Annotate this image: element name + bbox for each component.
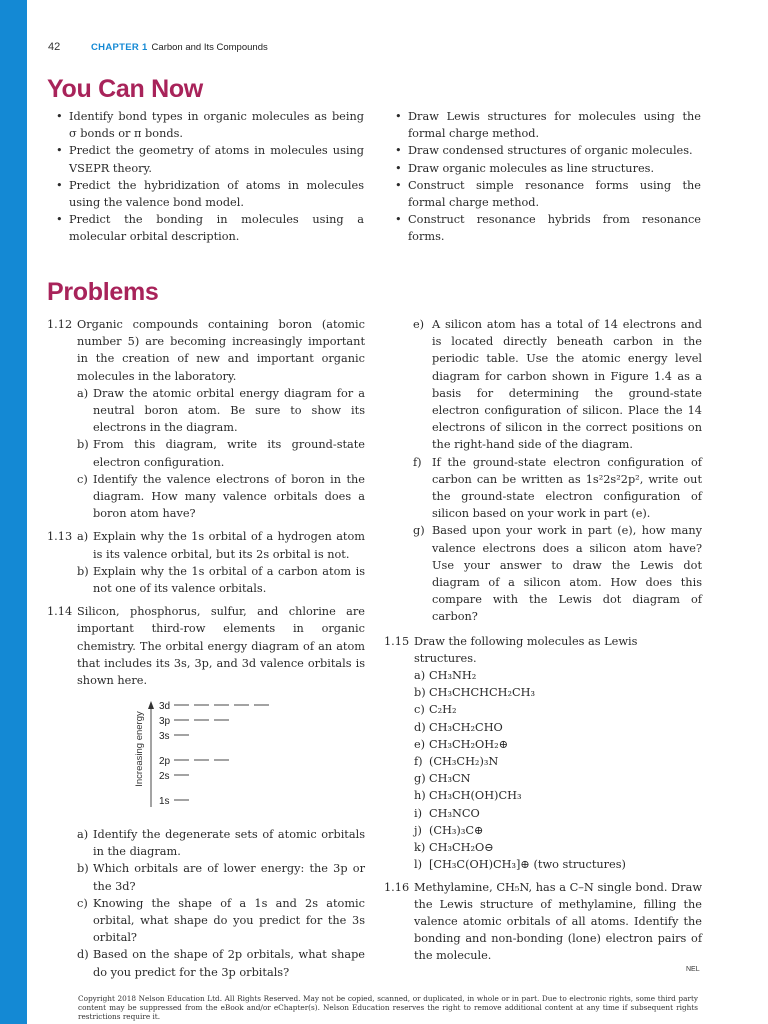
problem-stem: Draw the following molecules as Lewis structures. [414,634,638,665]
problem-number: 1.16 [384,880,410,894]
molecule-formula: (CH₃)₃C⊕ [429,823,484,837]
item-label: b) [414,686,426,700]
item-label: d) [414,720,426,734]
part-label: a) [77,828,89,841]
part-text: From this diagram, write its ground-state electron configuration. [93,438,365,469]
molecule-formula: CH₃NH₂ [429,669,477,683]
part-label: g) [413,524,425,538]
part-text: Explain why the 1s orbital of a hydrogen atom is its valence orbital, but its 2s orbital is not. [93,530,365,561]
orbital-energy-diagram [134,695,294,815]
item-label: i) [414,806,423,820]
molecule-formula: CH₃CH(OH)CH₃ [429,789,522,803]
skill-item: • Construct resonance hybrids from resonance forms. [395,211,701,245]
molecule-formula: CH₃NCO [429,806,480,820]
part-text: Draw the atomic orbital energy diagram for a neutral boron atom. Be sure to show its electrons in the diagram. [93,386,365,435]
energy-axis-arrow [148,701,154,709]
item-label: e) [414,737,426,751]
you-can-now-heading: You Can Now [47,75,203,103]
problem-1-13 [47,528,365,597]
part-text: If the ground-state electron configuration of carbon can be written as 1s²2s²2p², write out the ground-state electron configuration of silicon based on your work in part (e). [432,455,702,521]
chapter-header [91,42,268,53]
part-label: a) [77,386,89,400]
part-text: Which orbitals are of lower energy: the 3p or the 3d? [93,862,365,893]
problem-1-14 [47,603,365,689]
problem-text: Methylamine, CH₅N, has a C–N single bond. Draw the Lewis structure of methylamine, filling the valence atomic orbitals of all atoms. Identify the bonding and non-bonding (lone) electron pairs of the molecule. [414,880,702,963]
skills-left-column [56,108,364,246]
problems-heading: Problems [47,278,159,306]
part-text: Explain why the 1s orbital of a carbon atom is not one of its valence orbitals. [93,564,365,596]
problem-number: 1.15 [384,634,410,648]
problems-left-column [47,316,365,689]
item-label: j) [414,823,422,837]
skill-item: • Draw condensed structures of organic molecules. [395,142,701,159]
skill-item: • Predict the hybridization of atoms in molecules using the valence bond model. [56,177,364,211]
problem-number: 1.13 [47,530,73,544]
problem-stem: Organic compounds containing boron (atomic number 5) are becoming increasingly important in the creation of new and important organic molecules in the laboratory. [77,318,365,383]
skill-item: • Predict the geometry of atoms in molecules using VSEPR theory. [56,142,364,176]
part-label: d) [77,948,89,962]
part-text: Knowing the shape of a 1s and 2s atomic orbital, what shape do you predict for the 3s orbital? [93,896,365,945]
skill-item: • Draw Lewis structures for molecules using the formal charge method. [395,108,701,142]
chapter-label: CHAPTER 1 [91,42,148,53]
part-text: Based upon your work in part (e), how many valence electrons does a silicon atom have? Use your answer to draw the Lewis dot diagram of a silicon atom. How does this compare with the Lewis dot diagram of carbon? [432,524,702,624]
part-text: Identify the valence electrons of boron in the diagram. How many valence orbitals does a boron atom have? [93,472,365,521]
part-label: b) [77,564,89,578]
problem-stem: Silicon, phosphorus, sulfur, and chlorine are important third-row elements in organic chemistry. The orbital energy diagram of an atom that includes its 3s, 3p, and 3d valence orbitals is shown here. [77,605,365,688]
item-label: f) [414,755,423,769]
part-label: c) [77,896,88,910]
page-number: 42 [48,41,61,53]
item-label: a) [414,669,426,683]
problem-1-14-parts [77,826,365,981]
item-label: k) [414,841,426,855]
level-3p-label: 3p [159,716,171,727]
copyright-notice: Copyright 2018 Nelson Education Ltd. All Rights Reserved. May not be copied, scanned, or duplicated, in whole or in part. Due to electronic rights, some third party content may be suppressed from the eBook and/or eChapter(s). Nelson Education reserves the right to remove additional content at any time if subsequent rights restrictions require it. [78,994,698,1021]
problem-1-12 [47,316,365,522]
problem-1-12-continued [384,316,702,626]
problem-1-15 [384,633,702,874]
molecule-formula: [CH₃C(OH)CH₃]⊕ (two structures) [429,858,626,872]
part-label: f) [413,455,422,469]
energy-axis-label: Increasing energy [134,711,145,787]
skill-item: • Construct simple resonance forms using the formal charge method. [395,177,701,211]
molecule-formula: CH₃CHCHCH₂CH₃ [429,686,536,700]
level-1s-label: 1s [159,796,170,807]
part-text: Based on the shape of 2p orbitals, what shape do you predict for the 3p orbitals? [93,948,365,979]
molecule-formula: CH₃CN [429,772,471,786]
skill-item: • Draw organic molecules as line structures. [395,160,701,177]
part-label: b) [77,438,89,452]
blue-margin-stripe [0,0,27,1024]
molecule-formula: (CH₃CH₂)₃N [429,755,499,769]
skill-item: • Identify bond types in organic molecules as being σ bonds or π bonds. [56,108,364,142]
problem-1-16 [384,879,702,965]
skill-item: • Predict the bonding in molecules using a molecular orbital description. [56,211,364,245]
level-2p-label: 2p [159,756,171,767]
part-label: e) [413,318,425,331]
skills-right-column [395,108,701,246]
molecule-formula: CH₃CH₂O⊖ [429,841,494,855]
molecule-formula: CH₃CH₂OH₂⊕ [429,737,509,751]
molecule-formula: C₂H₂ [429,703,457,717]
level-3d-label: 3d [159,701,171,712]
problem-number: 1.12 [47,318,73,331]
level-2s-label: 2s [159,771,170,782]
part-text: Identify the degenerate sets of atomic orbitals in the diagram. [93,828,365,859]
item-label: g) [414,772,426,786]
publisher-mark: NEL [686,966,700,973]
item-label: h) [414,789,426,803]
item-label: c) [414,703,425,717]
item-label: l) [414,858,423,872]
molecule-formula: CH₃CH₂CHO [429,720,503,734]
problem-number: 1.14 [47,605,73,619]
part-label: b) [77,862,89,876]
level-3s-label: 3s [159,731,170,742]
part-label: c) [77,472,88,486]
part-label: a) [77,530,89,544]
problems-right-column [384,316,702,965]
part-text: A silicon atom has a total of 14 electrons and is located directly beneath carbon in the periodic table. Use the atomic energy level diagram for carbon shown in Figure 1.4 as a basis for determining the ground-state electron configuration of silicon. Place the 14 electrons of silicon in the correct positions on the right-hand side of the diagram. [432,318,702,452]
chapter-title: Carbon and Its Compounds [151,42,268,53]
